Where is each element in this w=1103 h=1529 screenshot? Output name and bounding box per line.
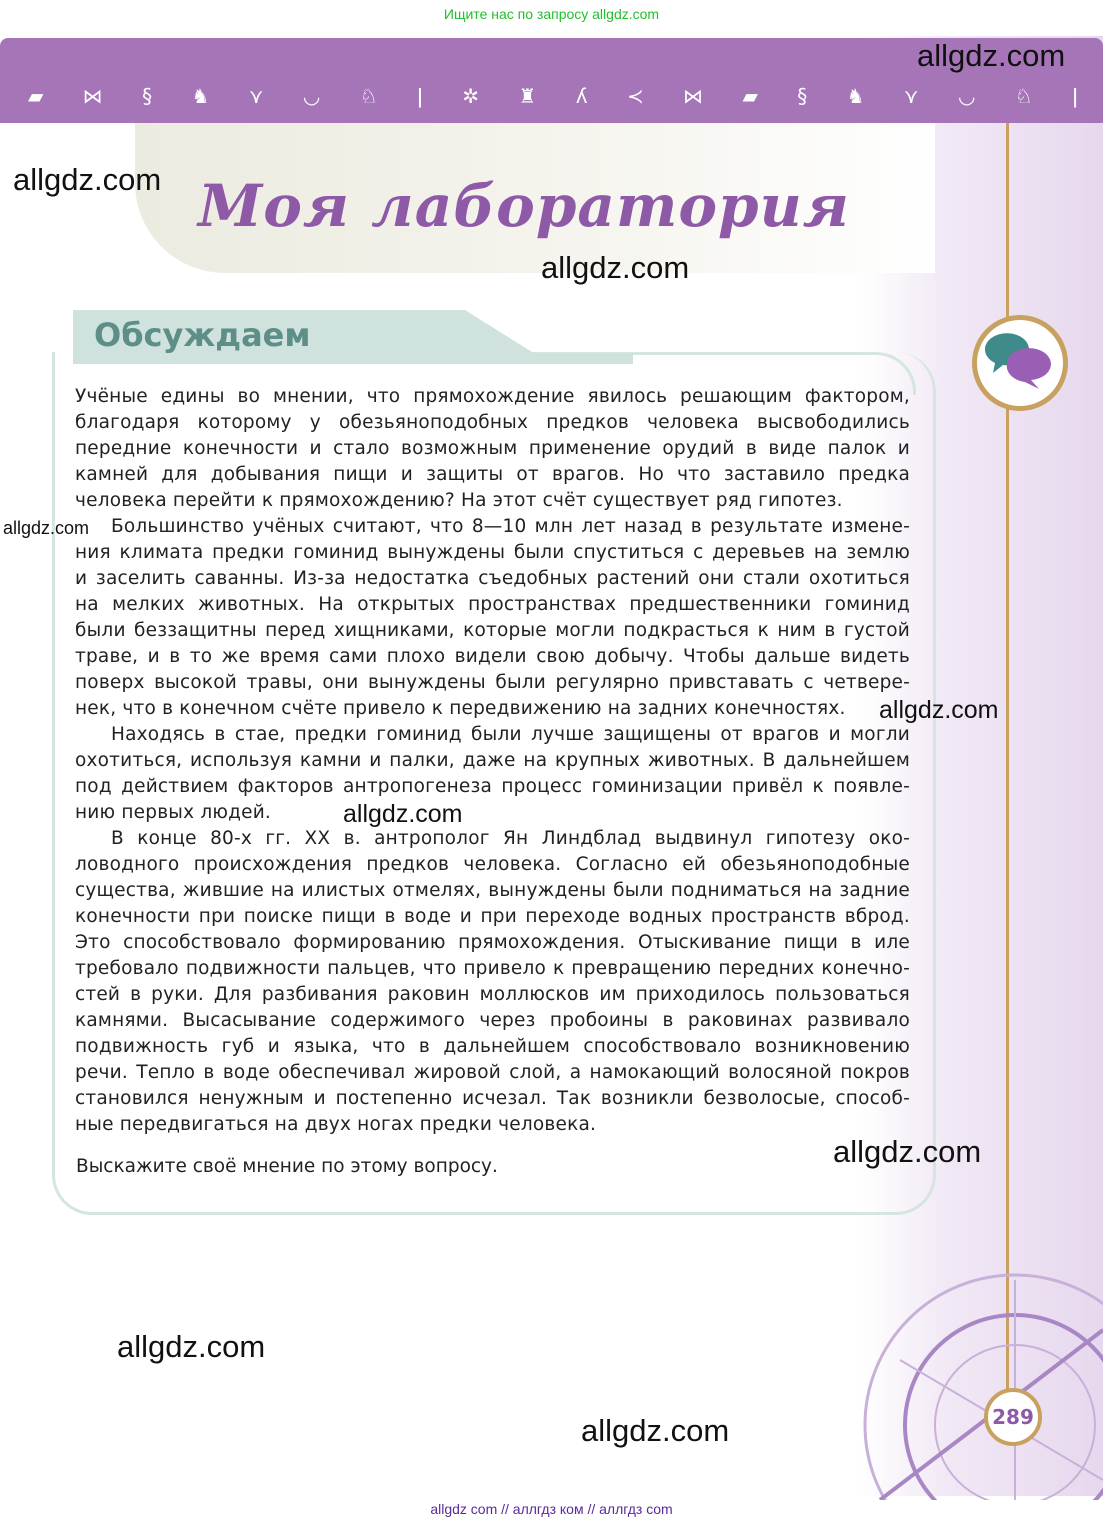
human-icon: ǀ bbox=[417, 84, 423, 108]
text-line: стей в руки. Для разбивания раковин моллюсков им приходилось пользоваться bbox=[75, 984, 910, 1005]
text-line: охотиться, используя камни и палки, даже на крупных животных. В дальнейшем bbox=[75, 750, 910, 771]
scorpion-icon: § bbox=[797, 84, 808, 108]
text-line: ния климата предки гоминид вынуждены были спуститься с деревьев на землю bbox=[75, 542, 910, 563]
search-hint: Ищите нас по запросу allgdz.com bbox=[443, 6, 660, 22]
horse-icon: ♞ bbox=[191, 84, 210, 108]
text-line: ловодного происхождения предков человека. Согласно ей обезьяноподобные bbox=[75, 854, 910, 875]
margin-line bbox=[1006, 123, 1009, 1393]
text-line: Учёные едины во мнении, что прямохождение явилось решающим фактором, bbox=[75, 386, 910, 407]
text-line: траве, и в то же время сами плохо видели свою добычу. Чтобы дальше видеть bbox=[75, 646, 910, 667]
antelope-icon: ≺ bbox=[626, 84, 644, 108]
animal-icons-row bbox=[28, 84, 1078, 108]
decorative-wheel bbox=[840, 1240, 1103, 1500]
human-icon: ǀ bbox=[1072, 84, 1078, 108]
body-text bbox=[75, 384, 910, 1138]
text-line: Находясь в стае, предки гоминид были лучше защищены от врагов и могли bbox=[111, 724, 910, 745]
dolphin-icon: ◡ bbox=[302, 84, 321, 108]
monkey-icon: ʎ bbox=[575, 84, 588, 108]
discussion-question: Выскажите своё мнение по этому вопросу. bbox=[76, 1156, 498, 1177]
text-line: существа, жившие на илистых отмелях, вынуждены были подниматься на задние bbox=[75, 880, 910, 901]
text-line: нек, что в конечном счёте привело к передвижению на задних конечностях. bbox=[75, 698, 846, 719]
bird-icon: ⋎ bbox=[248, 84, 264, 108]
text-line: передние конечности и стало возможным применение орудий в виде палок и bbox=[75, 438, 910, 459]
text-line: подвижность губ и языка, что в дальнейшем способствовало возникновению bbox=[75, 1036, 910, 1057]
horse-icon: ♞ bbox=[846, 84, 865, 108]
text-line: речи. Тепло в воде обеспечивал жировой слой, а намокающий волосяной покров bbox=[75, 1062, 910, 1083]
footer-links: allgdz com // аллгдз ком // аллгдз com bbox=[430, 1501, 673, 1517]
rhino-icon: ▰ bbox=[28, 84, 44, 108]
section-label: Обсуждаем bbox=[94, 316, 311, 354]
text-line: камней для добывания пищи и защиты от врагов. Но что заставило предка bbox=[75, 464, 910, 485]
butterfly-icon: ⋈ bbox=[82, 84, 103, 108]
text-line: под действием факторов антропогенеза процесс гоминизации привёл к появле- bbox=[75, 776, 910, 797]
watermark: allgdz.com bbox=[3, 518, 90, 538]
bull-icon: ♜ bbox=[518, 84, 537, 108]
watermark: allgdz.com bbox=[343, 800, 463, 828]
text-line: благодаря которому у обезьяноподобных предков человека высвободились bbox=[75, 412, 910, 433]
text-line: В конце 80-х гг. XX в. антрополог Ян Линдблад выдвинул гипотезу око- bbox=[111, 828, 910, 849]
watermark: allgdz.com bbox=[541, 250, 690, 285]
text-line: нию первых людей. bbox=[75, 802, 272, 823]
page-number: 289 bbox=[984, 1388, 1042, 1446]
watermark: allgdz.com bbox=[833, 1134, 982, 1169]
watermark: allgdz.com bbox=[581, 1413, 730, 1448]
text-line: камнями. Высасывание содержимого через пробоины в раковинах развивало bbox=[75, 1010, 910, 1031]
text-line: Это способствовало формированию прямохождения. Отыскивание пищи в иле bbox=[75, 932, 910, 953]
text-line: и заселить саванны. Из-за недостатка съедобных растений они стали охотиться bbox=[75, 568, 910, 589]
dolphin-icon: ◡ bbox=[957, 84, 976, 108]
watermark: allgdz.com bbox=[117, 1329, 266, 1364]
watermark: allgdz.com bbox=[879, 696, 999, 724]
text-line: конечности при поиске пищи в воде и при переходе водных пространств вброд. bbox=[75, 906, 910, 927]
butterfly-icon: ⋈ bbox=[683, 84, 704, 108]
goat-icon: ♘ bbox=[359, 84, 378, 108]
text-line: ные передвигаться на двух ногах предки человека. bbox=[75, 1114, 597, 1135]
watermark: allgdz.com bbox=[917, 38, 1066, 73]
text-line: становился ненужным и постепенно исчезал. Так возникли безволосые, способ- bbox=[75, 1088, 910, 1109]
insect-icon: ✲ bbox=[462, 84, 480, 108]
text-line: Большинство учёных считают, что 8—10 млн лет назад в результате измене- bbox=[111, 516, 910, 537]
rhino-icon: ▰ bbox=[742, 84, 758, 108]
bird-icon: ⋎ bbox=[903, 84, 919, 108]
text-line: на мелких животных. На открытых пространствах предшественники гоминид bbox=[75, 594, 910, 615]
goat-icon: ♘ bbox=[1014, 84, 1033, 108]
text-line: поверх высокой травы, они вынуждены были регулярно привставать с четвере- bbox=[75, 672, 910, 693]
speech-bubbles-icon bbox=[972, 315, 1068, 411]
watermark: allgdz.com bbox=[13, 162, 162, 197]
scorpion-icon: § bbox=[142, 84, 153, 108]
text-line: были беззащитны перед хищниками, которые могли подкрасться к ним в густой bbox=[75, 620, 910, 641]
text-line: требовало подвижности пальцев, что привело к превращению передних конечно- bbox=[75, 958, 910, 979]
text-line: человека перейти к прямохождению? На этот счёт существует ряд гипотез. bbox=[75, 490, 843, 511]
page-title: Моя лаборатория bbox=[198, 172, 850, 240]
